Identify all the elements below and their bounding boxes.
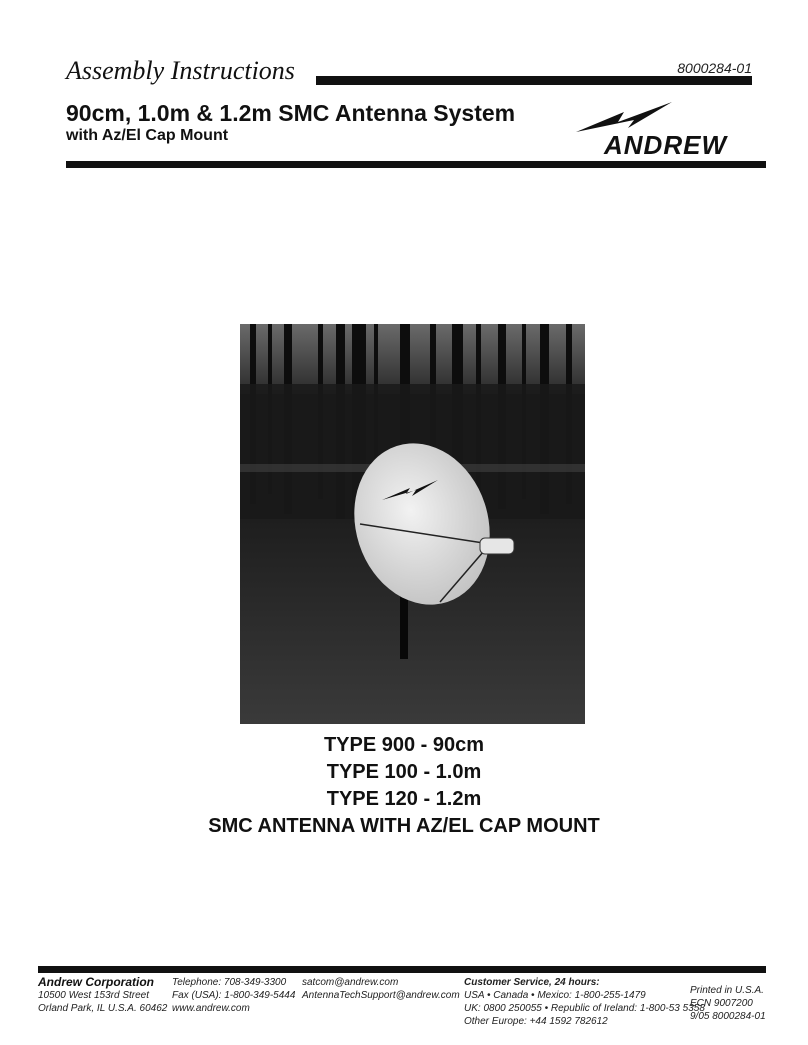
ecn-number: ECN 9007200	[690, 998, 753, 1009]
customer-service-americas: USA • Canada • Mexico: 1-800-255-1479	[464, 990, 646, 1001]
footer-contact-block	[172, 976, 295, 1015]
header-rule-bottom	[66, 161, 766, 168]
type-100-caption: TYPE 100 - 1.0m	[326, 761, 482, 783]
revision-number: 9/05 8000284-01	[690, 1011, 766, 1022]
website: www.andrew.com	[172, 1003, 250, 1014]
customer-service-europe: Other Europe: +44 1592 782612	[464, 1016, 608, 1027]
page-title: 90cm, 1.0m & 1.2m SMC Antenna System	[66, 100, 516, 126]
footer-company-block	[38, 976, 167, 1015]
footer-print-info-block	[690, 984, 766, 1023]
fax: Fax (USA): 1-800-349-5444	[172, 990, 296, 1001]
antenna-photo	[240, 324, 585, 724]
printed-in: Printed in U.S.A.	[690, 985, 764, 996]
header-rule-top	[316, 76, 752, 85]
customer-service-heading: Customer Service, 24 hours:	[464, 977, 600, 988]
antenna-description-caption: SMC ANTENNA WITH AZ/EL CAP MOUNT	[208, 815, 600, 837]
email-satcom: satcom@andrew.com	[302, 977, 399, 988]
type-120-caption: TYPE 120 - 1.2m	[326, 788, 482, 810]
footer-customer-service-block	[464, 976, 705, 1028]
document-number: 8000284-01	[677, 60, 752, 76]
section-title: Assembly Instructions	[66, 56, 295, 85]
footer-rule	[38, 966, 766, 973]
page-subtitle: with Az/El Cap Mount	[66, 127, 229, 144]
company-logo-text: ANDREW	[604, 130, 727, 160]
footer-email-block	[302, 976, 460, 1002]
company-name: Andrew Corporation	[38, 975, 154, 989]
type-900-caption: TYPE 900 - 90cm	[323, 734, 485, 756]
address-line-1: 10500 West 153rd Street	[38, 990, 149, 1001]
telephone: Telephone: 708-349-3300	[172, 977, 287, 988]
email-tech-support: AntennaTechSupport@andrew.com	[302, 990, 460, 1001]
address-line-2: Orland Park, IL U.S.A. 60462	[38, 1003, 168, 1014]
customer-service-uk-ireland: UK: 0800 250055 • Republic of Ireland: 1-800-53 5358	[464, 1003, 705, 1014]
